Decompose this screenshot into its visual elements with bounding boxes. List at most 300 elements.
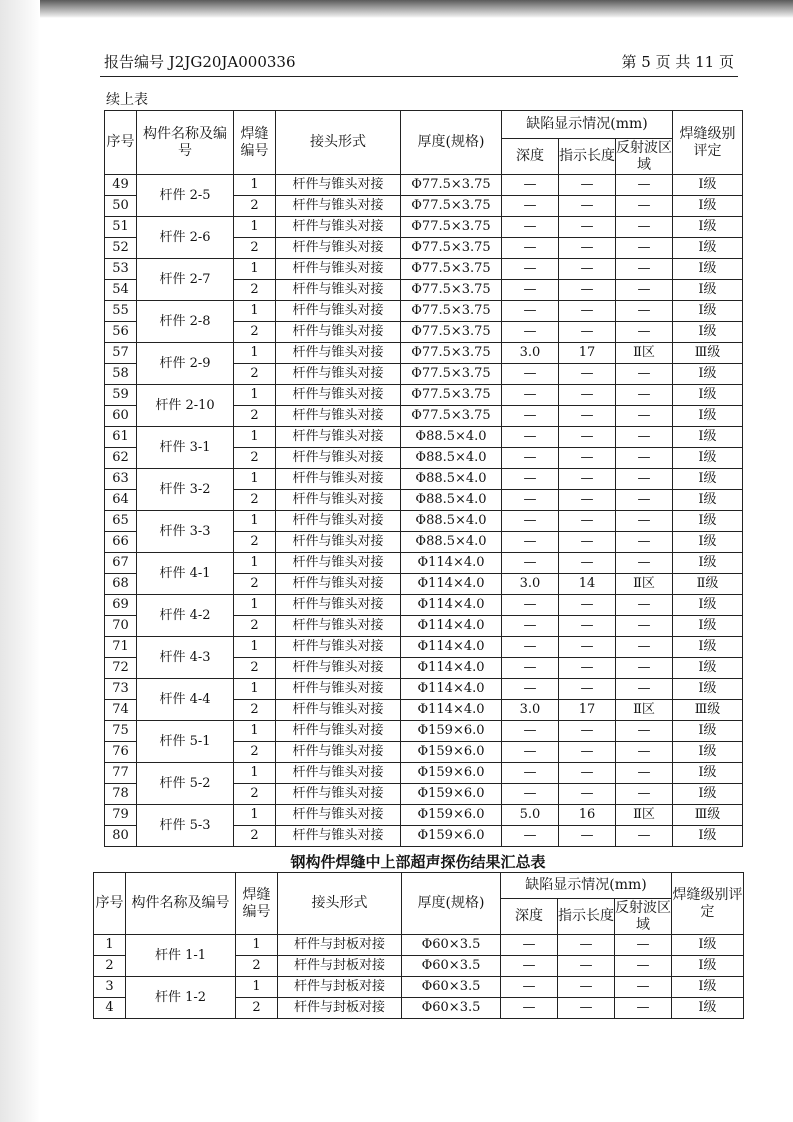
cell-weld-no: 1 — [234, 427, 276, 448]
cell-depth: — — [502, 595, 559, 616]
cell-joint: 杆件与锥头对接 — [276, 658, 401, 679]
col-header-joint: 接头形式 — [278, 873, 402, 935]
cell-joint: 杆件与封板对接 — [278, 956, 402, 977]
cell-member: 杆件 2-9 — [137, 343, 234, 385]
cell-reflection-zone: — — [616, 259, 673, 280]
cell-weld-no: 1 — [234, 553, 276, 574]
cell-weld-no: 1 — [234, 679, 276, 700]
cell-reflection-zone: — — [616, 280, 673, 301]
cell-seq: 58 — [105, 364, 137, 385]
cell-reflection-zone: — — [616, 469, 673, 490]
col-header-thickness: 厚度(规格) — [401, 111, 502, 175]
cell-weld-no: 1 — [234, 343, 276, 364]
cell-weld-no: 2 — [234, 280, 276, 301]
cell-grade: Ⅰ级 — [673, 637, 743, 658]
cell-grade: Ⅰ级 — [673, 280, 743, 301]
cell-grade: Ⅰ级 — [673, 217, 743, 238]
cell-grade: Ⅲ级 — [673, 343, 743, 364]
cell-weld-no: 2 — [234, 406, 276, 427]
cell-joint: 杆件与锥头对接 — [276, 700, 401, 721]
cell-joint: 杆件与锥头对接 — [276, 532, 401, 553]
table-row — [105, 595, 743, 616]
cell-reflection-zone: — — [616, 511, 673, 532]
cell-grade: Ⅰ级 — [673, 826, 743, 847]
cell-joint: 杆件与锥头对接 — [276, 175, 401, 196]
col-header-member: 构件名称及编号 — [137, 111, 234, 175]
cell-weld-no: 2 — [234, 658, 276, 679]
cell-reflection-zone: — — [616, 301, 673, 322]
col-header-grade: 焊缝级别评定 — [673, 111, 743, 175]
col-header-depth: 深度 — [502, 139, 559, 175]
cell-seq: 70 — [105, 616, 137, 637]
cell-joint: 杆件与锥头对接 — [276, 574, 401, 595]
cell-indication-length: — — [559, 763, 616, 784]
cell-seq: 79 — [105, 805, 137, 826]
cell-weld-no: 2 — [234, 448, 276, 469]
cell-thickness: Φ60×3.5 — [402, 956, 501, 977]
cell-reflection-zone: — — [615, 956, 672, 977]
cell-reflection-zone: — — [616, 406, 673, 427]
cell-joint: 杆件与锥头对接 — [276, 301, 401, 322]
table-row — [105, 553, 743, 574]
cell-indication-length: — — [559, 826, 616, 847]
cell-seq: 76 — [105, 742, 137, 763]
cell-depth: — — [502, 616, 559, 637]
cell-depth: — — [502, 280, 559, 301]
table-row — [105, 511, 743, 532]
cell-weld-no: 2 — [234, 490, 276, 511]
cell-indication-length: — — [559, 175, 616, 196]
cell-joint: 杆件与锥头对接 — [276, 259, 401, 280]
cell-weld-no: 2 — [234, 616, 276, 637]
cell-member: 杆件 1-2 — [126, 977, 236, 1019]
cell-joint: 杆件与锥头对接 — [276, 469, 401, 490]
cell-indication-length: — — [559, 553, 616, 574]
table-row — [105, 385, 743, 406]
cell-joint: 杆件与锥头对接 — [276, 427, 401, 448]
cell-indication-length: — — [559, 469, 616, 490]
cell-thickness: Φ114×4.0 — [401, 658, 502, 679]
col-header-weld-no: 焊缝编号 — [234, 111, 276, 175]
cell-joint: 杆件与锥头对接 — [276, 826, 401, 847]
cell-weld-no: 2 — [234, 826, 276, 847]
cell-indication-length: — — [559, 616, 616, 637]
table-row — [105, 343, 743, 364]
continued-label: 续上表 — [106, 92, 148, 108]
col-header-defect-group: 缺陷显示情况(mm) — [502, 111, 673, 139]
cell-indication-length: — — [558, 956, 615, 977]
cell-seq: 59 — [105, 385, 137, 406]
cell-grade: Ⅰ级 — [672, 977, 744, 998]
cell-depth: — — [501, 956, 558, 977]
cell-thickness: Φ77.5×3.75 — [401, 364, 502, 385]
cell-depth: — — [502, 469, 559, 490]
cell-reflection-zone: — — [616, 616, 673, 637]
cell-depth: — — [502, 532, 559, 553]
cell-weld-no: 1 — [234, 637, 276, 658]
cell-reflection-zone: — — [616, 238, 673, 259]
cell-thickness: Φ159×6.0 — [401, 742, 502, 763]
cell-reflection-zone: Ⅱ区 — [616, 805, 673, 826]
cell-member: 杆件 4-3 — [137, 637, 234, 679]
cell-indication-length: — — [559, 658, 616, 679]
cell-weld-no: 1 — [234, 217, 276, 238]
cell-indication-length: — — [559, 259, 616, 280]
cell-weld-no: 2 — [234, 238, 276, 259]
cell-grade: Ⅰ级 — [673, 406, 743, 427]
cell-thickness: Φ60×3.5 — [402, 977, 501, 998]
cell-weld-no: 2 — [234, 196, 276, 217]
cell-indication-length: — — [559, 385, 616, 406]
cell-indication-length: — — [559, 595, 616, 616]
cell-depth: — — [502, 742, 559, 763]
cell-depth: — — [502, 364, 559, 385]
cell-joint: 杆件与锥头对接 — [276, 784, 401, 805]
cell-reflection-zone: — — [616, 721, 673, 742]
cell-indication-length: — — [559, 784, 616, 805]
cell-grade: Ⅰ级 — [673, 259, 743, 280]
cell-thickness: Φ114×4.0 — [401, 553, 502, 574]
cell-grade: Ⅰ级 — [673, 238, 743, 259]
cell-grade: Ⅰ级 — [673, 511, 743, 532]
cell-indication-length: — — [559, 406, 616, 427]
col-header-weld-no: 焊缝编号 — [236, 873, 278, 935]
cell-weld-no: 2 — [234, 532, 276, 553]
cell-joint: 杆件与锥头对接 — [276, 217, 401, 238]
cell-reflection-zone: — — [616, 196, 673, 217]
cell-indication-length: 17 — [559, 343, 616, 364]
cell-seq: 60 — [105, 406, 137, 427]
cell-thickness: Φ114×4.0 — [401, 637, 502, 658]
cell-member: 杆件 2-5 — [137, 175, 234, 217]
results-table-continued — [104, 110, 743, 847]
cell-grade: Ⅰ级 — [672, 956, 744, 977]
cell-indication-length: — — [559, 238, 616, 259]
cell-thickness: Φ159×6.0 — [401, 721, 502, 742]
cell-thickness: Φ114×4.0 — [401, 574, 502, 595]
cell-grade: Ⅰ级 — [673, 469, 743, 490]
cell-depth: — — [502, 637, 559, 658]
cell-seq: 62 — [105, 448, 137, 469]
cell-weld-no: 1 — [234, 175, 276, 196]
cell-weld-no: 1 — [234, 385, 276, 406]
cell-depth: 3.0 — [502, 700, 559, 721]
cell-seq: 54 — [105, 280, 137, 301]
col-header-reflection-zone: 反射波区域 — [616, 139, 672, 173]
table-row — [105, 637, 743, 658]
cell-weld-no: 1 — [234, 469, 276, 490]
cell-indication-length: 17 — [559, 700, 616, 721]
table-row — [105, 763, 743, 784]
results-table-body — [105, 175, 743, 847]
cell-seq: 77 — [105, 763, 137, 784]
summary-table-title: 钢构件焊缝中上部超声探伤结果汇总表 — [290, 853, 546, 871]
cell-reflection-zone: — — [616, 364, 673, 385]
cell-reflection-zone: — — [616, 490, 673, 511]
cell-reflection-zone: Ⅱ区 — [616, 343, 673, 364]
cell-depth: — — [502, 238, 559, 259]
cell-depth: — — [502, 763, 559, 784]
cell-thickness: Φ77.5×3.75 — [401, 301, 502, 322]
col-header-reflection-zone: 反射波区域 — [615, 899, 671, 933]
table-row — [105, 175, 743, 196]
table-row — [105, 805, 743, 826]
cell-thickness: Φ88.5×4.0 — [401, 532, 502, 553]
cell-grade: Ⅰ级 — [673, 595, 743, 616]
cell-seq: 52 — [105, 238, 137, 259]
table-row — [105, 301, 743, 322]
cell-thickness: Φ77.5×3.75 — [401, 238, 502, 259]
cell-thickness: Φ77.5×3.75 — [401, 259, 502, 280]
cell-depth: — — [501, 977, 558, 998]
cell-grade: Ⅰ级 — [673, 385, 743, 406]
cell-reflection-zone: — — [615, 935, 672, 956]
cell-member: 杆件 2-8 — [137, 301, 234, 343]
cell-weld-no: 1 — [234, 721, 276, 742]
cell-grade: Ⅰ级 — [673, 448, 743, 469]
cell-joint: 杆件与锥头对接 — [276, 490, 401, 511]
cell-weld-no: 2 — [234, 574, 276, 595]
cell-seq: 74 — [105, 700, 137, 721]
cell-depth: — — [502, 658, 559, 679]
cell-seq: 69 — [105, 595, 137, 616]
cell-indication-length: — — [559, 217, 616, 238]
cell-reflection-zone: — — [616, 658, 673, 679]
cell-reflection-zone: — — [616, 637, 673, 658]
table-row — [105, 679, 743, 700]
cell-indication-length: — — [559, 427, 616, 448]
cell-grade: Ⅰ级 — [673, 553, 743, 574]
cell-thickness: Φ114×4.0 — [401, 679, 502, 700]
cell-seq: 72 — [105, 658, 137, 679]
cell-indication-length: 16 — [559, 805, 616, 826]
cell-thickness: Φ88.5×4.0 — [401, 490, 502, 511]
cell-weld-no: 2 — [234, 700, 276, 721]
cell-seq: 2 — [94, 956, 126, 977]
cell-thickness: Φ77.5×3.75 — [401, 343, 502, 364]
cell-seq: 51 — [105, 217, 137, 238]
cell-depth: 3.0 — [502, 574, 559, 595]
cell-seq: 65 — [105, 511, 137, 532]
summary-table — [93, 872, 744, 1019]
col-header-seq: 序号 — [105, 111, 137, 175]
cell-depth: — — [502, 259, 559, 280]
cell-depth: — — [502, 196, 559, 217]
col-header-member: 构件名称及编号 — [126, 873, 236, 935]
cell-member: 杆件 1-1 — [126, 935, 236, 977]
cell-seq: 68 — [105, 574, 137, 595]
cell-reflection-zone: — — [616, 385, 673, 406]
cell-weld-no: 2 — [234, 322, 276, 343]
cell-joint: 杆件与锥头对接 — [276, 595, 401, 616]
cell-seq: 3 — [94, 977, 126, 998]
cell-weld-no: 1 — [236, 977, 278, 998]
cell-depth: — — [502, 322, 559, 343]
cell-reflection-zone: — — [616, 553, 673, 574]
cell-thickness: Φ114×4.0 — [401, 616, 502, 637]
cell-indication-length: — — [559, 679, 616, 700]
cell-grade: Ⅰ级 — [673, 658, 743, 679]
cell-indication-length: — — [559, 280, 616, 301]
cell-seq: 78 — [105, 784, 137, 805]
cell-thickness: Φ77.5×3.75 — [401, 196, 502, 217]
cell-thickness: Φ114×4.0 — [401, 700, 502, 721]
cell-indication-length: — — [559, 196, 616, 217]
cell-member: 杆件 3-3 — [137, 511, 234, 553]
table-row — [105, 427, 743, 448]
cell-joint: 杆件与锥头对接 — [276, 679, 401, 700]
cell-indication-length: — — [559, 532, 616, 553]
cell-reflection-zone: — — [616, 784, 673, 805]
cell-thickness: Φ88.5×4.0 — [401, 511, 502, 532]
cell-reflection-zone: — — [616, 679, 673, 700]
page-number: 第 5 页 共 11 页 — [621, 53, 734, 71]
cell-grade: Ⅰ级 — [673, 763, 743, 784]
cell-joint: 杆件与锥头对接 — [276, 805, 401, 826]
cell-weld-no: 1 — [234, 763, 276, 784]
cell-seq: 49 — [105, 175, 137, 196]
col-header-indication-length: 指示长度 — [558, 899, 615, 935]
cell-weld-no: 2 — [236, 956, 278, 977]
cell-joint: 杆件与锥头对接 — [276, 385, 401, 406]
cell-grade: Ⅰ级 — [673, 532, 743, 553]
cell-reflection-zone: — — [616, 322, 673, 343]
cell-weld-no: 2 — [234, 364, 276, 385]
cell-reflection-zone: — — [616, 742, 673, 763]
col-header-depth: 深度 — [501, 899, 558, 935]
cell-depth: — — [502, 448, 559, 469]
cell-depth: — — [502, 721, 559, 742]
cell-indication-length: — — [559, 511, 616, 532]
cell-weld-no: 2 — [234, 784, 276, 805]
cell-weld-no: 1 — [236, 935, 278, 956]
cell-joint: 杆件与锥头对接 — [276, 322, 401, 343]
cell-depth: 5.0 — [502, 805, 559, 826]
cell-grade: Ⅰ级 — [673, 721, 743, 742]
cell-depth: — — [502, 175, 559, 196]
cell-thickness: Φ88.5×4.0 — [401, 469, 502, 490]
cell-grade: Ⅰ级 — [672, 998, 744, 1019]
cell-member: 杆件 4-1 — [137, 553, 234, 595]
cell-depth: 3.0 — [502, 343, 559, 364]
cell-indication-length: — — [559, 364, 616, 385]
cell-joint: 杆件与锥头对接 — [276, 280, 401, 301]
cell-reflection-zone: — — [616, 595, 673, 616]
cell-depth: — — [502, 385, 559, 406]
cell-grade: Ⅰ级 — [673, 322, 743, 343]
cell-thickness: Φ159×6.0 — [401, 763, 502, 784]
cell-indication-length: — — [558, 998, 615, 1019]
cell-depth: — — [502, 301, 559, 322]
cell-seq: 66 — [105, 532, 137, 553]
cell-seq: 1 — [94, 935, 126, 956]
cell-seq: 57 — [105, 343, 137, 364]
cell-thickness: Φ159×6.0 — [401, 826, 502, 847]
col-header-joint: 接头形式 — [276, 111, 401, 175]
cell-weld-no: 2 — [234, 742, 276, 763]
cell-depth: — — [501, 935, 558, 956]
cell-reflection-zone: — — [615, 977, 672, 998]
cell-member: 杆件 2-7 — [137, 259, 234, 301]
col-header-grade: 焊缝级别评定 — [672, 873, 744, 935]
cell-joint: 杆件与封板对接 — [278, 998, 402, 1019]
cell-weld-no: 1 — [234, 259, 276, 280]
cell-joint: 杆件与锥头对接 — [276, 406, 401, 427]
cell-indication-length: — — [559, 637, 616, 658]
cell-thickness: Φ77.5×3.75 — [401, 175, 502, 196]
cell-thickness: Φ159×6.0 — [401, 805, 502, 826]
cell-grade: Ⅰ级 — [673, 301, 743, 322]
cell-seq: 73 — [105, 679, 137, 700]
table-row — [105, 217, 743, 238]
cell-member: 杆件 3-2 — [137, 469, 234, 511]
cell-seq: 50 — [105, 196, 137, 217]
cell-grade: Ⅰ级 — [673, 196, 743, 217]
cell-reflection-zone: — — [616, 217, 673, 238]
cell-depth: — — [502, 406, 559, 427]
col-header-indication-length: 指示长度 — [559, 139, 616, 175]
cell-member: 杆件 2-10 — [137, 385, 234, 427]
cell-thickness: Φ77.5×3.75 — [401, 280, 502, 301]
cell-seq: 67 — [105, 553, 137, 574]
cell-joint: 杆件与锥头对接 — [276, 238, 401, 259]
cell-joint: 杆件与锥头对接 — [276, 616, 401, 637]
cell-indication-length: — — [559, 742, 616, 763]
cell-indication-length: — — [559, 490, 616, 511]
cell-weld-no: 1 — [234, 511, 276, 532]
cell-thickness: Φ88.5×4.0 — [401, 427, 502, 448]
cell-joint: 杆件与锥头对接 — [276, 364, 401, 385]
cell-grade: Ⅱ级 — [673, 574, 743, 595]
cell-joint: 杆件与锥头对接 — [276, 196, 401, 217]
cell-depth: — — [502, 553, 559, 574]
cell-depth: — — [502, 826, 559, 847]
cell-thickness: Φ77.5×3.75 — [401, 322, 502, 343]
scan-shadow-left — [0, 0, 40, 1122]
cell-indication-length: — — [558, 977, 615, 998]
cell-member: 杆件 3-1 — [137, 427, 234, 469]
cell-grade: Ⅰ级 — [673, 679, 743, 700]
summary-table-body — [94, 935, 744, 1019]
cell-member: 杆件 5-1 — [137, 721, 234, 763]
cell-thickness: Φ77.5×3.75 — [401, 217, 502, 238]
cell-seq: 80 — [105, 826, 137, 847]
cell-depth: — — [501, 998, 558, 1019]
cell-seq: 75 — [105, 721, 137, 742]
cell-grade: Ⅰ级 — [672, 935, 744, 956]
cell-indication-length: — — [559, 301, 616, 322]
cell-thickness: Φ88.5×4.0 — [401, 448, 502, 469]
table-row — [94, 935, 744, 956]
cell-reflection-zone: — — [616, 532, 673, 553]
cell-grade: Ⅲ级 — [673, 700, 743, 721]
cell-reflection-zone: Ⅱ区 — [616, 700, 673, 721]
cell-grade: Ⅰ级 — [673, 616, 743, 637]
cell-joint: 杆件与锥头对接 — [276, 721, 401, 742]
table-row — [105, 259, 743, 280]
cell-grade: Ⅰ级 — [673, 427, 743, 448]
cell-seq: 4 — [94, 998, 126, 1019]
cell-seq: 71 — [105, 637, 137, 658]
cell-reflection-zone: — — [616, 826, 673, 847]
cell-grade: Ⅰ级 — [673, 175, 743, 196]
cell-indication-length: — — [558, 935, 615, 956]
cell-indication-length: — — [559, 322, 616, 343]
table-row — [105, 721, 743, 742]
cell-grade: Ⅲ级 — [673, 805, 743, 826]
cell-depth: — — [502, 784, 559, 805]
cell-thickness: Φ77.5×3.75 — [401, 385, 502, 406]
